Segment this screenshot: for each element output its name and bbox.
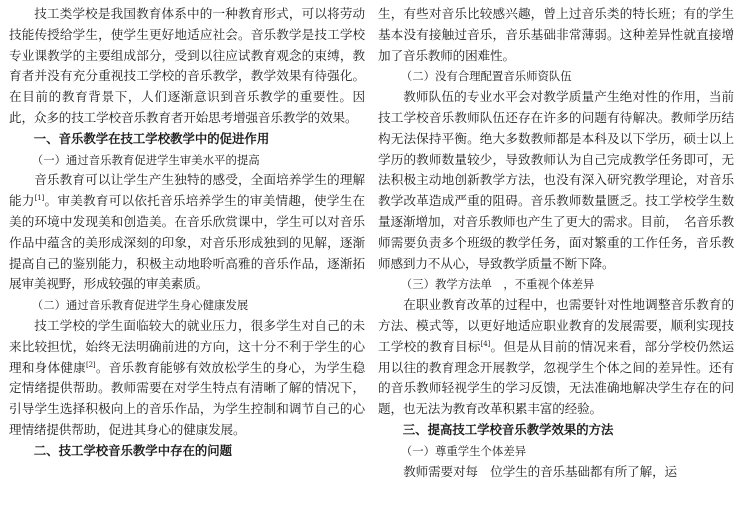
paragraph-methods	[378, 295, 734, 420]
paragraph-health	[9, 316, 365, 441]
subsection-heading-1-1: （一）通过音乐教育促进学生审美水平的提高	[31, 152, 260, 167]
left-column	[9, 4, 365, 462]
right-column	[378, 4, 734, 482]
paragraph-aesthetic	[9, 170, 365, 295]
paragraph-continued: 生，有些对音乐比较感兴趣，曾上过音乐类的特长班；有的学生基本没有接触过音乐，音乐基础非常薄弱。这种差异性就直接增加了音乐教师的困难性。	[378, 6, 734, 63]
subsection-heading-2-3: （三）教学方法单 ，不重视个体差异	[400, 277, 595, 292]
subsection-heading-3-1: （一）尊重学生个体差异	[400, 443, 527, 458]
paragraph-individual: 教师需要对每 位学生的音乐基础都有所了解，运	[403, 463, 677, 479]
paragraph-text: 音乐教育可以让学生产生独特的感受，全面培养学生的理解能力	[9, 172, 365, 209]
citation-mark: [1]	[34, 193, 45, 202]
section-heading-1: 一、音乐教学在技工学校教学中的促进作用	[33, 130, 270, 146]
paragraph-text: 技工学校的学生面临较大的就业压力，很多学生对自己的未来比较担忧，始终无法明确前进的方向，这十分不利于学生的心理和身体健康	[9, 317, 365, 375]
subsection-heading-1-2: （二）通过音乐教育促进学生身心健康发展	[31, 298, 249, 313]
citation-mark: [4]	[480, 339, 491, 348]
subsection-heading-2-2: （二）没有合理配置音乐师资队伍	[400, 69, 572, 84]
paragraph-text: 在职业教育改革的过程中，也需要针对性地调整音乐教育的方法、模式等，以更好地适应职业教育的发展需要，顺利实现技工学校的教育目标	[378, 297, 734, 354]
paragraph-teachers: 教师队伍的专业水平会对教学质量产生绝对性的作用，当前技工学校音乐教师队伍还存在许多的问题有待解决。教师学历结构无法保持平衡。绝大多数教师都是本科及以下学历，硕士以上学历的教师数量较少，导致教师认为自己完成教学任务即可，无法积极主动地创新教学方法，也没有深入研究教学理论，对音乐教学改革造成严重的阻碍。音乐教师数量匮乏。技工学校学生数量逐渐增加，对音乐教师也产生了更大的需求。目前， 名音乐教师需要负责多个班级的教学任务，面对繁重的工作任务，音乐教师感到力不从心，导致教学质量不断下降。	[378, 89, 734, 271]
section-heading-3: 三、提高技工学校音乐教学效果的方法	[402, 421, 614, 437]
paragraph-text: 。审美教育可以依托音乐培养学生的审美情趣，使学生在美的环境中发现美和创造美。在音乐欣赏课中，学生可以对音乐作品中蕴含的美形成深刻的印象，对音乐形成独到的见解，逐渐提高自己的鉴别能力，积极主动地聆听高雅的音乐作品，逐渐拓展审美视野，形成较强的审美素质。	[9, 193, 365, 292]
paragraph-text: 。但是从目前的情况来看，部分学校仍然运用以往的教育理念开展教学，忽视学生个体之间的差异性。还有的音乐教师轻视学生的学习反馈，无法准确地解决学生存在的问题，也无法为教育改革积累丰富的经验。	[378, 338, 734, 417]
paragraph-text: 。音乐教育能够有效放松学生的身心，为学生稳定情绪提供帮助。教师需要在对学生特点有清晰了解的情况下，引导学生选择积极向上的音乐作品，为学生控制和调节自己的心理情绪提供帮助，促进其身心的健康发展。	[9, 359, 365, 437]
citation-mark: [2]	[86, 360, 96, 369]
section-heading-2: 二、技工学校音乐教学中存在的问题	[33, 442, 233, 458]
intro-paragraph: 技工类学校是我国教育体系中的一种教育形式，可以将劳动技能传授给学生，使学生更好地适应社会。音乐教学是技工学校专业课教学的主要组成部分，受到以往应试教育观念的束缚，教育者并没有充分重视技工学校的音乐教学，教学效果有待强化。在目前的教育背景下，人们逐渐意识到音乐教学的重要性。因此，众多的技工学校音乐教育者开始思考增强音乐教学的效果。	[9, 6, 365, 125]
